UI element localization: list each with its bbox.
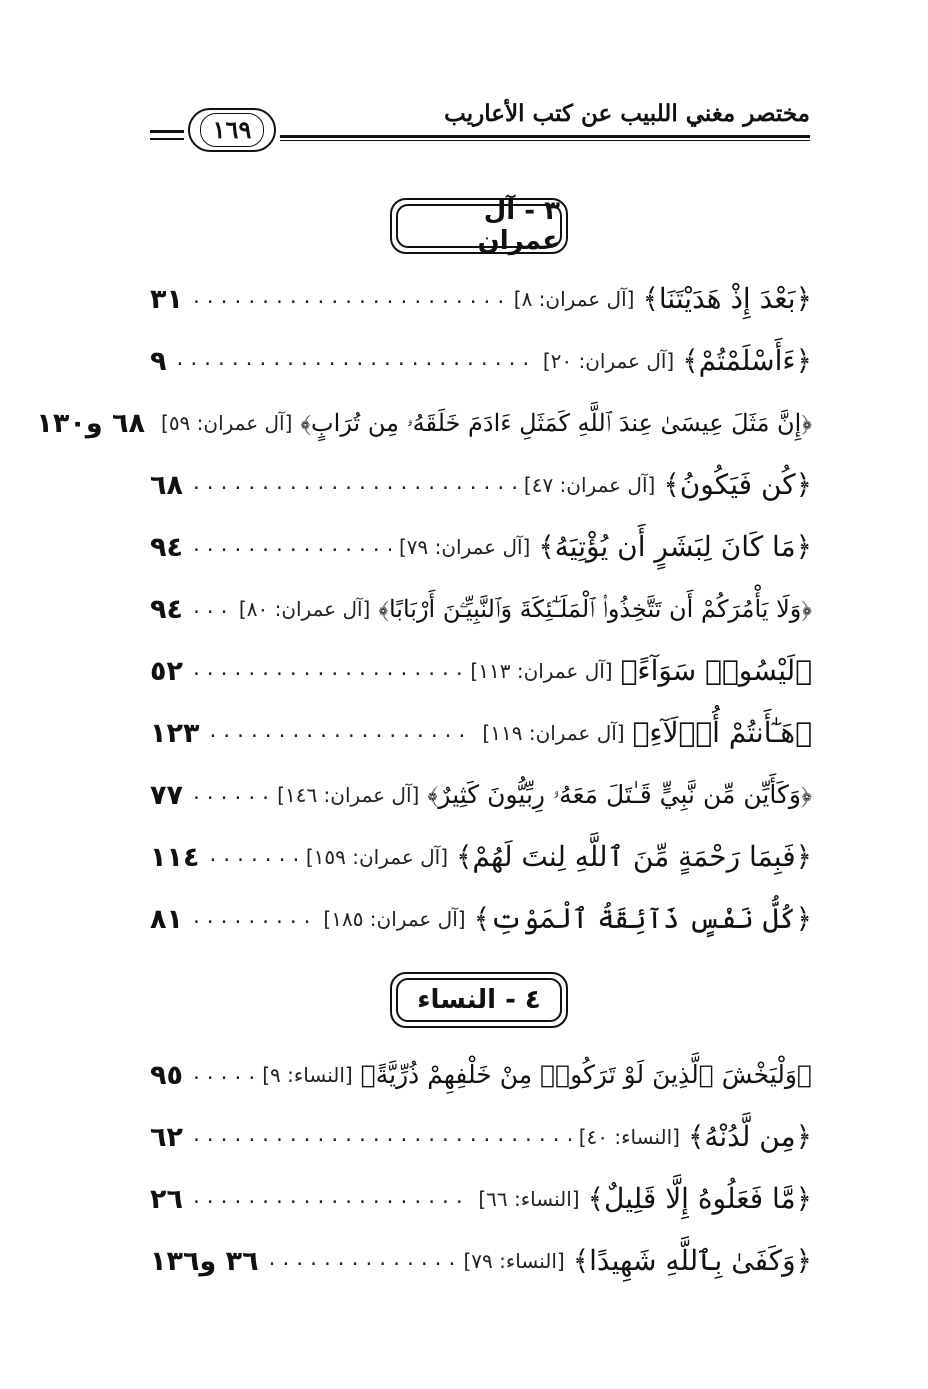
page-numbers: ٦٨ و١٣٠ bbox=[36, 407, 145, 439]
page-number: ١٦٩ bbox=[200, 113, 265, 147]
dot-leader bbox=[207, 845, 297, 869]
dot-leader bbox=[191, 287, 506, 311]
page-number-badge bbox=[188, 108, 276, 152]
verse-reference: [النساء: ٦٦] bbox=[478, 1187, 580, 1211]
page-numbers: ٦٨ bbox=[150, 469, 183, 501]
dot-leader bbox=[191, 597, 231, 621]
page-numbers: ٧٧ bbox=[150, 779, 183, 811]
page-numbers: ٣٦ و١٣٦ bbox=[150, 1245, 259, 1277]
index-entry bbox=[150, 826, 812, 888]
verse-reference: [النساء: ٩] bbox=[262, 1063, 353, 1087]
verse-reference: [آل عمران: ٧٩] bbox=[398, 535, 531, 559]
index-entry bbox=[150, 1168, 812, 1230]
section-heading-al-imran bbox=[390, 198, 568, 254]
page-numbers: ٩ bbox=[150, 345, 167, 377]
header-rule-left-lower bbox=[150, 138, 184, 140]
index-entry bbox=[150, 1230, 812, 1292]
verse-text: ﴿فَبِمَا رَحْمَةٍ مِّنَ ٱللَّهِ لِنتَ لَهُمْ﴾ bbox=[456, 840, 812, 873]
page-numbers: ٥٢ bbox=[150, 655, 183, 687]
verse-text: ﴿كُن فَيَكُونُ﴾ bbox=[663, 468, 812, 501]
verse-text: ﴿وَلْيَخْشَ ٱلَّذِينَ لَوْ تَرَكُوا۟ مِنْ خَلْفِهِمْ ذُرِّيَّةً﴾ bbox=[360, 1060, 812, 1089]
verse-reference: [آل عمران: ٨٠] bbox=[238, 597, 371, 621]
verse-reference: [آل عمران: ١١٣] bbox=[470, 659, 613, 683]
verse-text: ﴿هَـٰٓأَنتُمْ أُو۟لَآءِ﴾ bbox=[632, 716, 812, 749]
verse-text: ﴿مِن لَّدُنْهُ﴾ bbox=[687, 1120, 812, 1153]
dot-leader bbox=[191, 659, 462, 683]
dot-leader bbox=[267, 1249, 456, 1273]
index-entry bbox=[150, 1044, 812, 1106]
verse-reference: [آل عمران: ٨] bbox=[513, 287, 635, 311]
page-numbers: ٩٤ bbox=[150, 593, 183, 625]
header-rule bbox=[280, 135, 810, 141]
page-numbers: ٣١ bbox=[150, 283, 183, 315]
page-numbers: ١٢٣ bbox=[150, 717, 200, 749]
index-entry bbox=[150, 268, 812, 330]
verse-reference: [آل عمران: ٤٧] bbox=[523, 473, 656, 497]
verse-reference: [آل عمران: ٢٠] bbox=[542, 349, 675, 373]
verse-reference: [آل عمران: ١٥٩] bbox=[305, 845, 449, 869]
section-entries-an-nisa bbox=[150, 1044, 812, 1292]
verse-reference: [آل عمران: ٥٩] bbox=[161, 411, 293, 435]
header-rule-left bbox=[150, 130, 184, 133]
section-title: ٤ - النساء bbox=[396, 978, 562, 1022]
page-numbers: ٢٦ bbox=[150, 1183, 183, 1215]
dot-leader bbox=[191, 907, 315, 931]
verse-reference: [آل عمران: ١١٩] bbox=[482, 721, 625, 745]
verse-text: ﴿مَا كَانَ لِبَشَرٍ أَن يُؤْتِيَهُ﴾ bbox=[538, 530, 812, 563]
verse-text: ﴿وَكَفَىٰ بِٱللَّهِ شَهِيدًا﴾ bbox=[572, 1244, 812, 1277]
page-numbers: ١١٤ bbox=[150, 841, 200, 873]
section-title: ٣ - آل عمران bbox=[396, 204, 562, 248]
section-heading-an-nisa bbox=[390, 972, 568, 1028]
verse-text: ﴿وَكَأَيِّن مِّن نَّبِيٍّ قَـٰتَلَ مَعَهُۥ رِبِّيُّونَ كَثِيرٌ﴾ bbox=[427, 780, 812, 809]
dot-leader bbox=[191, 1063, 254, 1087]
index-entry bbox=[150, 454, 812, 516]
index-entry bbox=[150, 330, 812, 392]
index-entry bbox=[150, 1106, 812, 1168]
page-numbers: ٦٢ bbox=[150, 1121, 183, 1153]
index-entry bbox=[150, 516, 812, 578]
book-title: مختصر مغني اللبيب عن كتب الأعاريب bbox=[444, 100, 810, 127]
verse-text: ﴿كُلُّ نَفْسٍ ذَآئِقَةُ ٱلْمَوْتِ﴾ bbox=[473, 902, 812, 935]
dot-leader bbox=[191, 1187, 470, 1211]
index-entry bbox=[150, 888, 812, 950]
verse-reference: [النساء: ٧٩] bbox=[463, 1249, 565, 1273]
verse-reference: [النساء: ٤٠] bbox=[578, 1125, 680, 1149]
verse-reference: [آل عمران: ١٤٦] bbox=[277, 783, 420, 807]
index-entry bbox=[150, 764, 812, 826]
page-numbers: ٨١ bbox=[150, 903, 183, 935]
index-entry bbox=[150, 578, 812, 640]
index-entry bbox=[150, 702, 812, 764]
verse-text: ﴿وَلَا يَأْمُرَكُمْ أَن تَتَّخِذُوا۟ ٱلْمَلَـٰٓئِكَةَ وَٱلنَّبِيِّـۧنَ أَرْبَابًا﴾ bbox=[378, 595, 812, 623]
section-entries-al-imran bbox=[36, 268, 812, 950]
verse-text: ﴿ءَأَسْلَمْتُمْ﴾ bbox=[682, 344, 812, 377]
dot-leader bbox=[174, 349, 534, 373]
dot-leader bbox=[207, 721, 474, 745]
verse-text: ﴿مَّا فَعَلُوهُ إِلَّا قَلِيلٌ﴾ bbox=[587, 1182, 812, 1215]
dot-leader bbox=[191, 1125, 571, 1149]
index-entry bbox=[150, 640, 812, 702]
dot-leader bbox=[191, 535, 391, 559]
verse-text: ﴿إِنَّ مَثَلَ عِيسَىٰ عِندَ ٱللَّهِ كَمَثَلِ ءَادَمَ خَلَقَهُۥ مِن تُرَابٍ﴾ bbox=[300, 409, 812, 437]
index-entry bbox=[36, 392, 812, 454]
page-header bbox=[150, 92, 810, 162]
dot-leader bbox=[191, 783, 269, 807]
verse-text: ﴿بَعْدَ إِذْ هَدَيْتَنَا﴾ bbox=[642, 282, 812, 315]
page-numbers: ٩٤ bbox=[150, 531, 183, 563]
page-numbers: ٩٥ bbox=[150, 1059, 183, 1091]
verse-reference: [آل عمران: ١٨٥] bbox=[323, 907, 466, 931]
dot-leader bbox=[191, 473, 516, 497]
verse-text: ﴿لَيْسُوا۟ سَوَآءً﴾ bbox=[620, 654, 812, 687]
